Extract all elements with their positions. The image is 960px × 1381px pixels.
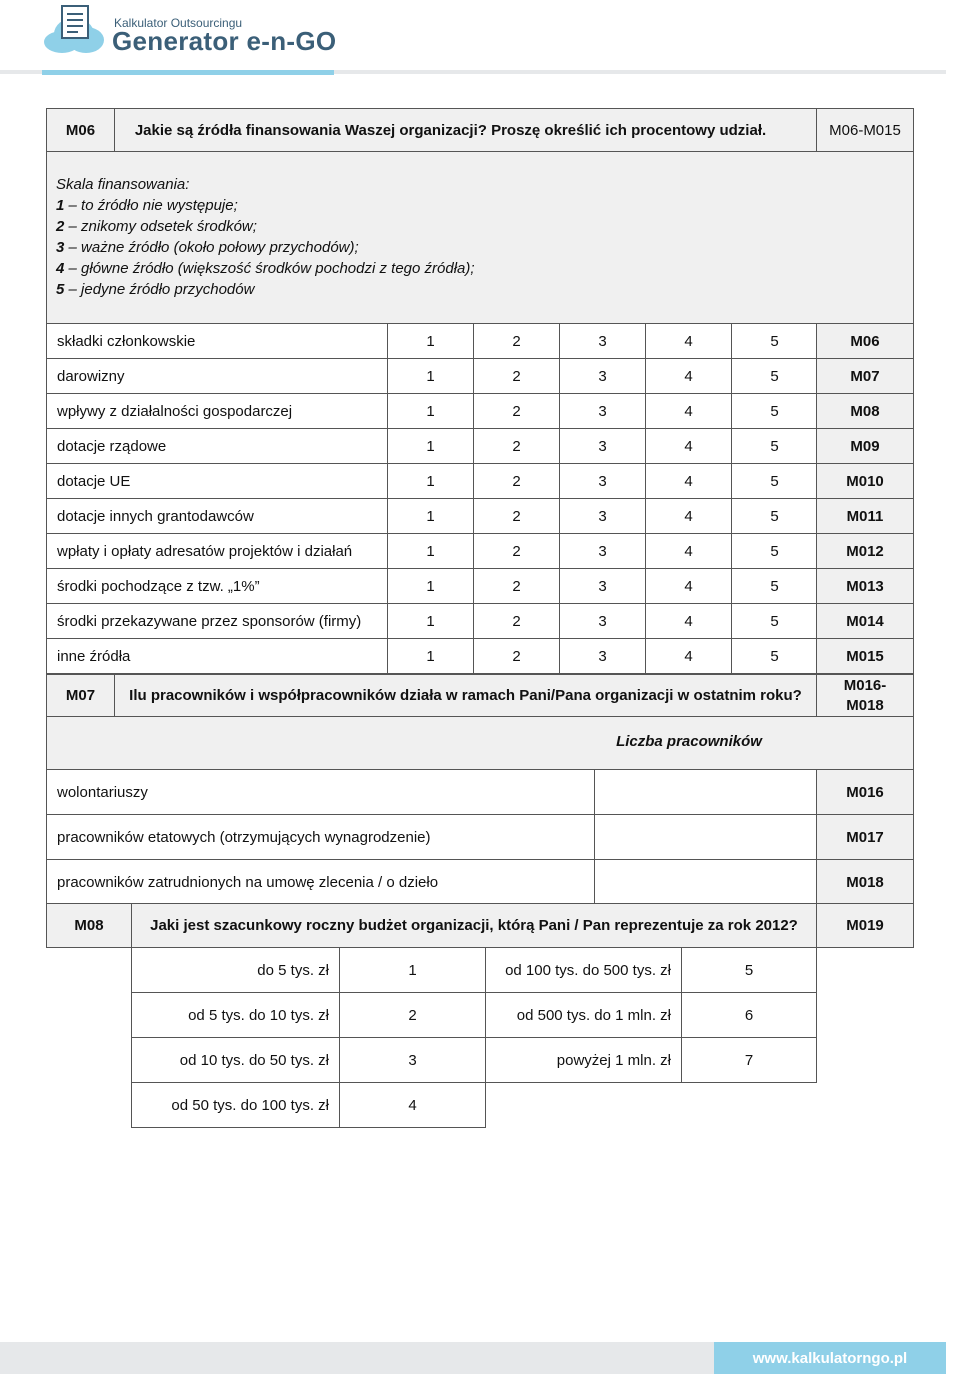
funding-code: M013 [816,568,914,604]
funding-option[interactable]: 1 [387,323,474,359]
funding-option[interactable]: 1 [387,603,474,639]
budget-range-label: do 5 tys. zł [131,947,340,993]
funding-option[interactable]: 3 [559,323,646,359]
funding-option[interactable]: 5 [731,393,818,429]
header-accent-bar [42,70,334,75]
m07-range [816,674,914,717]
budget-option[interactable]: 2 [339,992,486,1038]
funding-option[interactable]: 1 [387,498,474,534]
funding-code: M09 [816,428,914,464]
funding-option[interactable]: 2 [473,638,560,674]
m07-range-line: M016- [843,676,887,694]
staff-count-field[interactable] [594,814,817,860]
funding-source-label: środki przekazywane przez sponsorów (firmy) [46,603,388,639]
m06-range: M06-M015 [816,108,914,152]
funding-option[interactable]: 4 [645,358,732,394]
budget-option[interactable]: 7 [681,1037,817,1083]
m07-range-line: M018 [846,696,884,714]
cloud-document-icon [42,4,106,54]
budget-option[interactable]: 5 [681,947,817,993]
staff-count-field[interactable] [594,769,817,815]
staff-code: M017 [816,814,914,860]
budget-option[interactable]: 3 [339,1037,486,1083]
funding-source-label: składki członkowskie [46,323,388,359]
funding-option[interactable]: 5 [731,463,818,499]
funding-option[interactable]: 2 [473,603,560,639]
funding-option[interactable]: 4 [645,638,732,674]
m06-question: Jakie są źródła finansowania Waszej organizacji? Proszę określić ich procentowy udział. [114,108,817,152]
funding-source-label: wpływy z działalności gospodarczej [46,393,388,429]
staff-label: pracowników zatrudnionych na umowę zlecenia / o dzieło [46,859,595,905]
scale-item: 1 – to źródło nie występuje; [56,197,238,214]
staff-code: M018 [816,859,914,905]
funding-option[interactable]: 3 [559,428,646,464]
funding-option[interactable]: 5 [731,568,818,604]
logo-title: Generator e-n-GO [112,26,337,56]
budget-range-label: od 5 tys. do 10 tys. zł [131,992,340,1038]
funding-code: M011 [816,498,914,534]
funding-source-label: darowizny [46,358,388,394]
footer-url[interactable]: www.kalkulatorngo.pl [714,1342,946,1374]
funding-source-label: inne źródła [46,638,388,674]
funding-option[interactable]: 2 [473,323,560,359]
scale-item: 3 – ważne źródło (około połowy przychodów); [56,239,359,256]
funding-option[interactable]: 2 [473,358,560,394]
scale-title: Skala finansowania: [56,176,190,193]
staff-code: M016 [816,769,914,815]
funding-option[interactable]: 4 [645,463,732,499]
m08-range: M019 [816,903,914,948]
funding-option[interactable]: 5 [731,358,818,394]
funding-code: M07 [816,358,914,394]
budget-range-label: od 10 tys. do 50 tys. zł [131,1037,340,1083]
funding-option[interactable]: 3 [559,603,646,639]
m07-code: M07 [46,674,115,717]
funding-option[interactable]: 1 [387,393,474,429]
funding-source-label: dotacje innych grantodawców [46,498,388,534]
funding-option[interactable]: 3 [559,533,646,569]
funding-option[interactable]: 1 [387,568,474,604]
funding-option[interactable]: 5 [731,498,818,534]
funding-code: M014 [816,603,914,639]
funding-option[interactable]: 2 [473,393,560,429]
budget-option[interactable]: 6 [681,992,817,1038]
funding-option[interactable]: 1 [387,463,474,499]
budget-option[interactable]: 1 [339,947,486,993]
funding-option[interactable]: 5 [731,323,818,359]
scale-item: 4 – główne źródło (większość środków pochodzi z tego źródła); [56,260,475,277]
funding-option[interactable]: 4 [645,568,732,604]
scale-item: 5 – jedyne źródło przychodów [56,281,255,298]
funding-option[interactable]: 1 [387,533,474,569]
funding-option[interactable]: 1 [387,428,474,464]
funding-source-label: dotacje UE [46,463,388,499]
funding-code: M012 [816,533,914,569]
funding-code: M08 [816,393,914,429]
logo [42,4,342,56]
budget-option[interactable]: 4 [339,1082,486,1128]
budget-range-label: powyżej 1 mln. zł [485,1037,682,1083]
funding-source-label: środki pochodzące z tzw. „1%” [46,568,388,604]
funding-option[interactable]: 4 [645,498,732,534]
budget-range-label: od 50 tys. do 100 tys. zł [131,1082,340,1128]
logo-subtitle: Kalkulator Outsourcingu [114,16,243,30]
m07-question: Ilu pracowników i współpracowników działa w ramach Pani/Pana organizacji w ostatnim roku? [114,674,817,717]
funding-option[interactable]: 2 [473,568,560,604]
funding-option[interactable]: 4 [645,428,732,464]
funding-option[interactable]: 2 [473,463,560,499]
staff-count-field[interactable] [594,859,817,905]
budget-range-label: od 100 tys. do 500 tys. zł [485,947,682,993]
funding-option[interactable]: 4 [645,393,732,429]
m07-column-header: Liczba pracowników [616,733,762,750]
funding-option[interactable]: 2 [473,428,560,464]
staff-label: pracowników etatowych (otrzymujących wynagrodzenie) [46,814,595,860]
funding-option[interactable]: 4 [645,533,732,569]
funding-code: M015 [816,638,914,674]
funding-option[interactable]: 4 [645,603,732,639]
funding-option[interactable]: 5 [731,638,818,674]
funding-option[interactable]: 3 [559,498,646,534]
m06-code: M06 [46,108,115,152]
funding-option[interactable]: 3 [559,463,646,499]
funding-option[interactable]: 1 [387,358,474,394]
funding-code: M010 [816,463,914,499]
funding-option[interactable]: 3 [559,638,646,674]
funding-option[interactable]: 2 [473,498,560,534]
m08-question: Jaki jest szacunkowy roczny budżet organizacji, którą Pani / Pan reprezentuje za rok 2012? [131,903,817,948]
funding-source-label: dotacje rządowe [46,428,388,464]
funding-option[interactable]: 5 [731,533,818,569]
funding-source-label: wpłaty i opłaty adresatów projektów i działań [46,533,388,569]
funding-code: M06 [816,323,914,359]
funding-option[interactable]: 5 [731,428,818,464]
budget-range-label: od 500 tys. do 1 mln. zł [485,992,682,1038]
funding-option[interactable]: 5 [731,603,818,639]
staff-label: wolontariuszy [46,769,595,815]
funding-option[interactable]: 3 [559,568,646,604]
funding-option[interactable]: 3 [559,393,646,429]
funding-option[interactable]: 1 [387,638,474,674]
m08-code: M08 [46,903,132,948]
funding-option[interactable]: 4 [645,323,732,359]
funding-option[interactable]: 3 [559,358,646,394]
scale-item: 2 – znikomy odsetek środków; [56,218,257,235]
funding-option[interactable]: 2 [473,533,560,569]
